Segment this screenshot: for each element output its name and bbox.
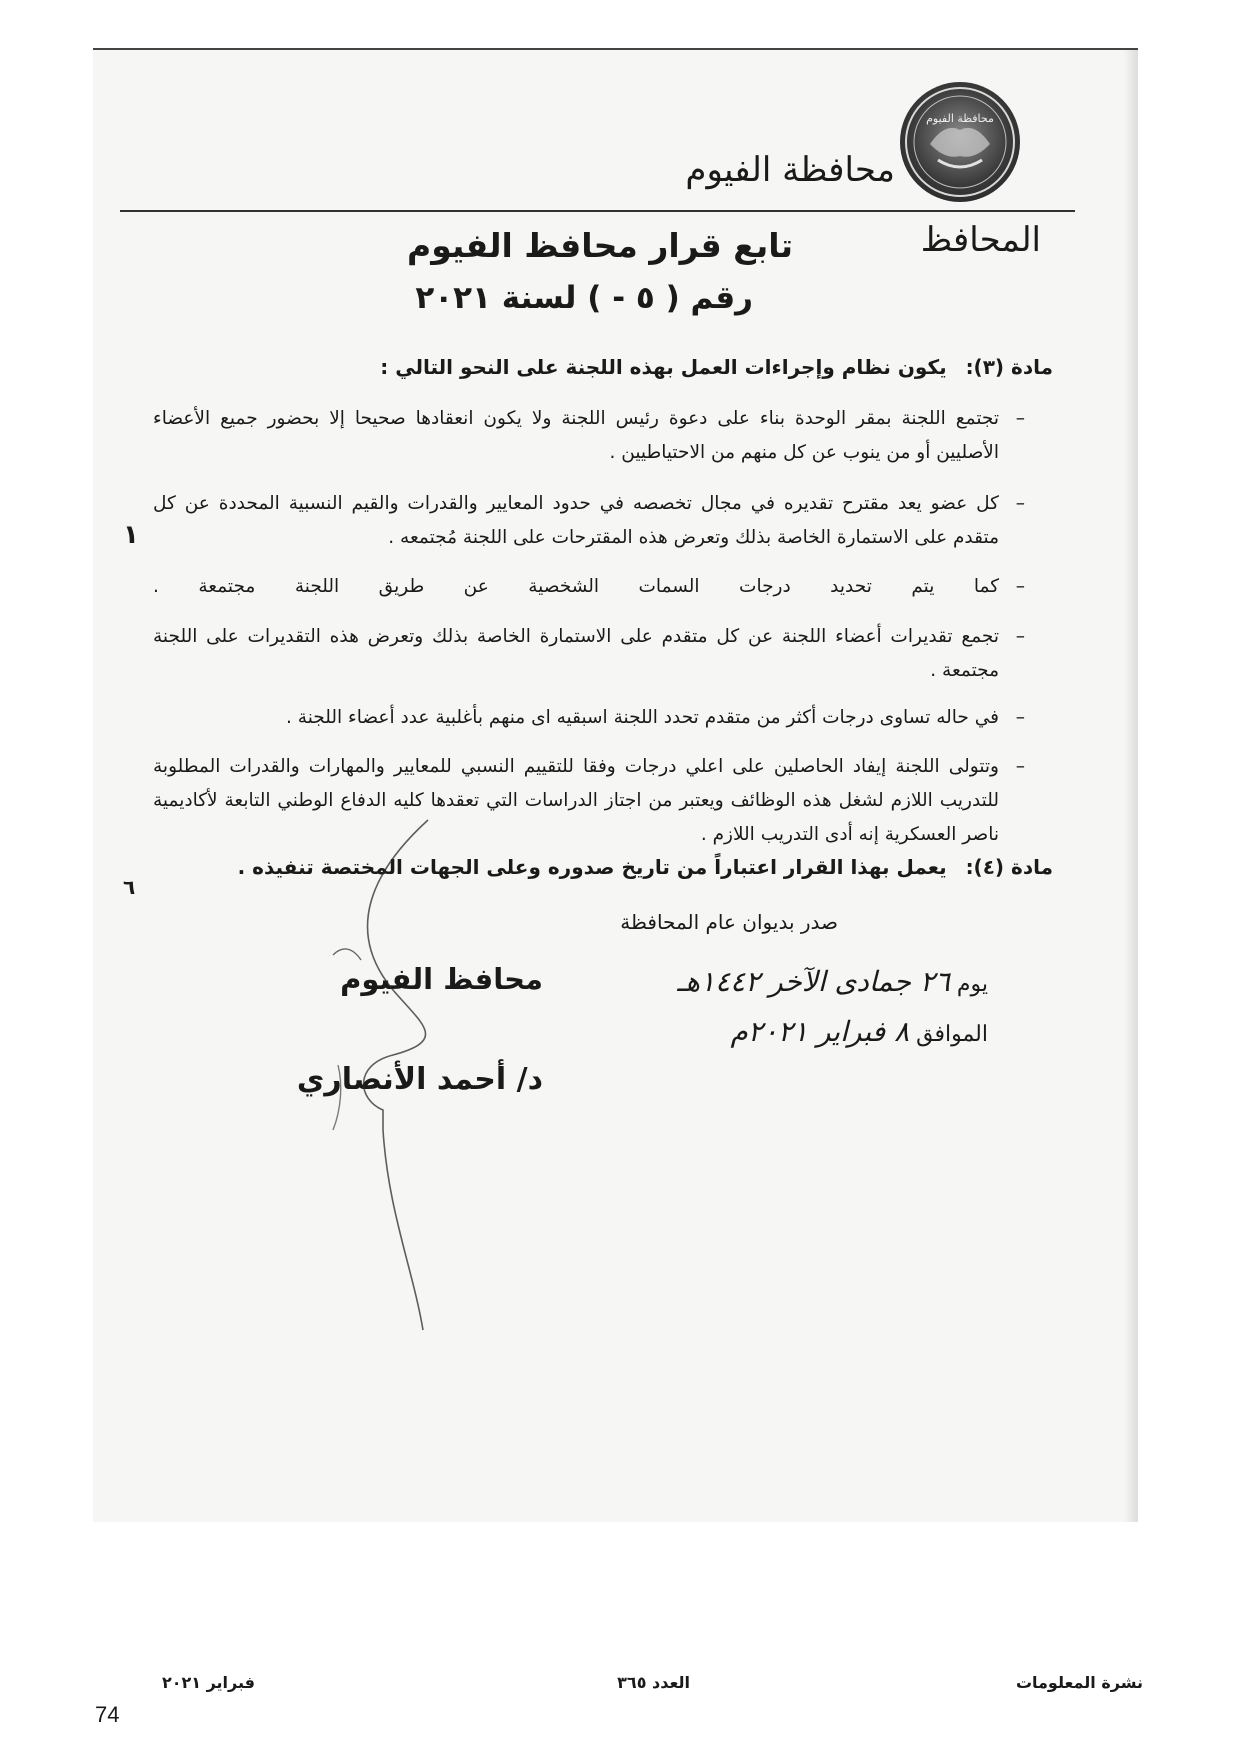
margin-mark: ١ [123, 520, 139, 550]
article-3-item-text: تجتمع اللجنة بمقر الوحدة بناء على دعوة رئيس اللجنة ولا يكون انعقادها صحيحا إلا بحضور جميع الأعضاء الأصليين أو من ينوب عن كل منهم من الاحتياطيين . [153, 408, 999, 463]
decree-title: تابع قرار محافظ الفيوم [407, 226, 793, 265]
article-3-item [153, 750, 1025, 852]
bullet-dash: – [1015, 707, 1025, 728]
article-3-item [153, 402, 1025, 470]
article-4-text: يعمل بهذا القرار اعتباراً من تاريخ صدوره وعلى الجهات المختصة تنفيذه . [237, 855, 947, 879]
seal-graphic [900, 82, 1020, 202]
governor-title: محافظ الفيوم [340, 962, 543, 996]
footer-publication: نشرة المعلومات [1015, 1673, 1143, 1692]
governorate-name: محافظة الفيوم [685, 150, 895, 190]
article-3-item [153, 570, 1025, 604]
issued-at: صدر بديوان عام المحافظة [620, 910, 838, 934]
article-4-label: مادة (٤): [965, 855, 1053, 879]
article-3-item-text: كما يتم تحديد درجات السمات الشخصية عن طريق اللجنة مجتمعة . [153, 576, 999, 597]
article-3-item [153, 487, 1025, 555]
article-3-item [153, 620, 1025, 688]
governorate-seal-icon [900, 82, 1020, 202]
scanned-document [93, 48, 1138, 1522]
margin-mark: ٦ [123, 875, 136, 899]
bullet-dash: – [1015, 626, 1025, 647]
article-3-item-text: كل عضو يعد مقترح تقديره في مجال تخصصه في حدود المعايير والقدرات والقيم النسبية المحددة عن كل متقدم على الاستمارة الخاصة بذلك وتعرض هذه المقترحات على اللجنة مُجتمعه . [153, 493, 999, 548]
gregorian-date: ٨ فبراير ٢٠٢١م [730, 1015, 910, 1048]
hijri-date-line [677, 965, 988, 998]
decree-number: رقم ( ٥ - ) لسنة ٢٠٢١ [415, 280, 753, 316]
footer-month: فبراير ٢٠٢١ [161, 1673, 255, 1692]
governor-label: المحافظ [920, 220, 1041, 260]
article-4-heading [173, 855, 1053, 879]
corresponding-label: الموافق [916, 1022, 988, 1047]
article-3-item-text: تجمع تقديرات أعضاء اللجنة عن كل متقدم على الاستمارة الخاصة بذلك وتعرض هذه التقديرات على اللجنة مجتمعة . [153, 626, 999, 681]
scan-edge-shadow [1124, 50, 1138, 1522]
article-3-item-text: وتتولى اللجنة إيفاد الحاصلين على اعلي درجات وفقا للتقييم النسبي للمعايير والمهارات والقدرات المطلوبة للتدريب اللازم لشغل هذه الوظائف ويعتبر من اجتاز الدراسات التي تعقدها كليه الدفاع الوطني التابعة لأكاديمية ناصر العسكرية إنه أدى التدريب اللازم . [153, 756, 999, 845]
footer-issue: العدد ٣٦٥ [617, 1673, 690, 1692]
article-3-item-text: في حاله تساوى درجات أكثر من متقدم تحدد اللجنة اسبقيه اى منهم بأغلبية عدد أعضاء اللجنة . [286, 707, 999, 728]
article-3-item [153, 701, 1025, 735]
seal-text: محافظة الفيوم [926, 112, 994, 125]
header-divider [120, 210, 1075, 212]
day-label: يوم [956, 972, 988, 997]
governor-name: د/ أحمد الأنصاري [296, 1062, 543, 1097]
article-3-label: مادة (٣): [965, 355, 1053, 379]
gregorian-date-line [730, 1015, 988, 1048]
article-3-intro: يكون نظام وإجراءات العمل بهذه اللجنة على النحو التالي : [380, 355, 947, 379]
article-3-heading [380, 355, 1053, 379]
bullet-dash: – [1015, 493, 1025, 514]
hijri-date: ٢٦ جمادى الآخر ١٤٤٢هـ [677, 965, 950, 998]
page-number: 74 [95, 1702, 120, 1727]
bullet-dash: – [1015, 756, 1025, 777]
bullet-dash: – [1015, 408, 1025, 429]
bullet-dash: – [1015, 576, 1025, 597]
